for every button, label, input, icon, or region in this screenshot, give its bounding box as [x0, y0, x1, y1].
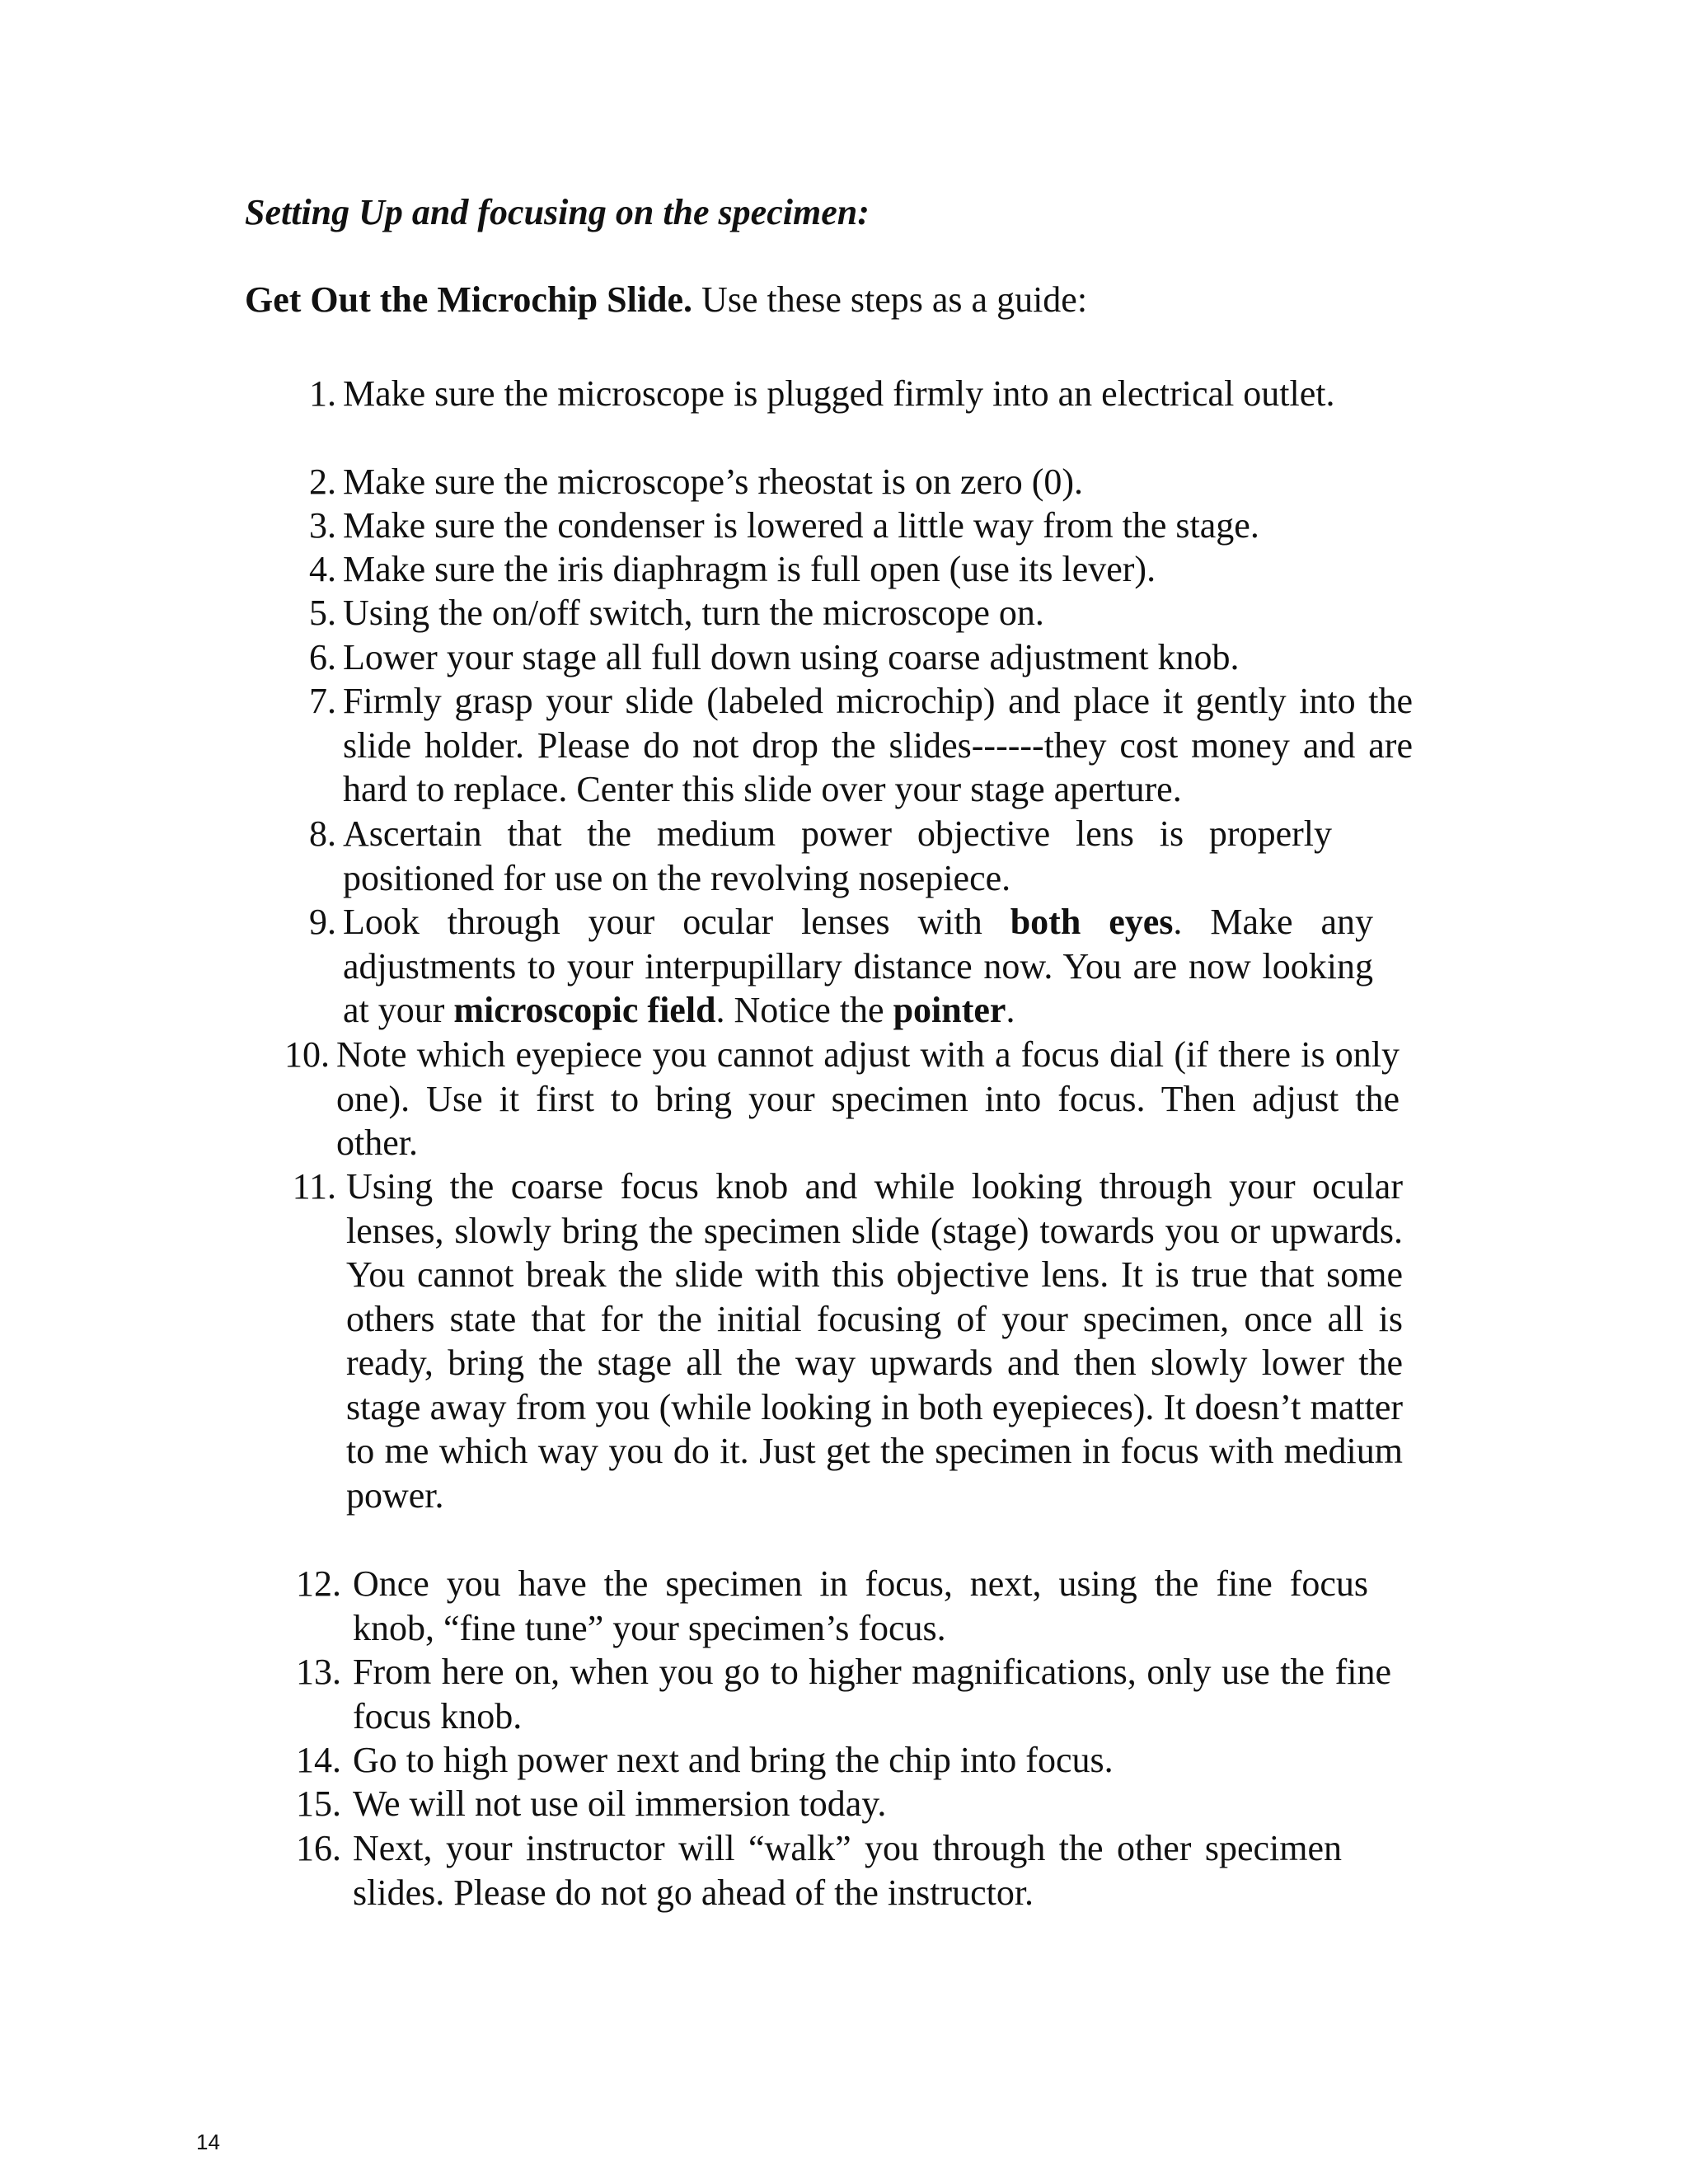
step-item-16 — [296, 1826, 1342, 1915]
step-text: Next, your instructor will “walk” you through the other specimen slides. Please do not go ahead of the instructor. — [353, 1828, 1342, 1913]
step-item-11 — [292, 1165, 1403, 1517]
step-number: 7. — [309, 681, 336, 721]
step-number: 8. — [309, 813, 336, 854]
step-text: We will not use oil immersion today. — [353, 1783, 887, 1824]
step-text-part: . Make any adjustments to your interpupillary distance now. You are now looking at your — [343, 902, 1373, 1030]
step-text: Using the on/off switch, turn the microscope on. — [343, 593, 1044, 633]
step-text: Make sure the microscope is plugged firmly into an electrical outlet. — [343, 373, 1335, 414]
step-text — [343, 900, 1373, 1033]
step-number: 15. — [296, 1783, 341, 1824]
step-number: 12. — [296, 1563, 341, 1604]
intro-rest: Use these steps as a guide: — [692, 279, 1088, 320]
step-text: Go to high power next and bring the chip into focus. — [353, 1740, 1114, 1780]
page-number: 14 — [196, 2130, 220, 2154]
step-item-2 — [309, 460, 1414, 504]
step-number: 14. — [296, 1740, 341, 1780]
step-text: Using the coarse focus knob and while looking through your ocular lenses, slowly bring the specimen slide (stage) towards you or upwards. You cannot break the slide with this objective lens. It is true that some others state that for the initial focusing of your specimen, once all is ready, bring the stage all the way upwards and then slowly lower the stage away from you (while looking in both eyepieces). It doesn’t matter to me which way you do it. Just get the specimen in focus with medium power. — [346, 1166, 1403, 1516]
step-text: Once you have the specimen in focus, next, using the fine focus knob, “fine tune” your specimen’s focus. — [353, 1563, 1368, 1648]
step-item-3 — [309, 504, 1414, 548]
emphasis-microscopic-field: microscopic field — [453, 990, 716, 1030]
step-item-8 — [309, 812, 1332, 900]
step-text: Make sure the microscope’s rheostat is on zero (0). — [343, 462, 1084, 502]
step-text: Make sure the condenser is lowered a little way from the stage. — [343, 505, 1259, 546]
step-number: 1. — [309, 373, 336, 414]
step-text: Firmly grasp your slide (labeled microchip) and place it gently into the slide holder. Please do not drop the slides------they cost money and are hard to replace. Center this slide over your stage aperture. — [343, 681, 1413, 809]
step-item-12 — [296, 1562, 1368, 1650]
step-item-7 — [309, 679, 1413, 812]
intro-paragraph — [245, 279, 1087, 322]
step-number: 6. — [309, 637, 336, 677]
step-number: 11. — [292, 1166, 336, 1207]
emphasis-both-eyes: both eyes — [1010, 902, 1174, 942]
step-text-part: Look through your ocular lenses with — [343, 902, 1010, 942]
intro-lead: Get Out the Microchip Slide. — [245, 279, 693, 320]
section-heading: Setting Up and focusing on the specimen: — [245, 192, 870, 232]
step-number: 4. — [309, 549, 336, 589]
step-number: 2. — [309, 462, 336, 502]
step-text-part: . Notice the — [715, 990, 893, 1030]
step-number: 9. — [309, 902, 336, 942]
step-item-1 — [309, 372, 1357, 416]
step-item-5 — [309, 591, 1414, 635]
step-number: 3. — [309, 505, 336, 546]
step-item-15 — [296, 1782, 1424, 1826]
step-text: Lower your stage all full down using coarse adjustment knob. — [343, 637, 1240, 677]
step-text: Note which eyepiece you cannot adjust with a focus dial (if there is only one). Use it first to bring your specimen into focus. Then adjust the other. — [336, 1034, 1400, 1163]
step-item-10 — [284, 1033, 1400, 1165]
step-item-14 — [296, 1738, 1424, 1783]
emphasis-pointer: pointer — [893, 990, 1006, 1030]
step-number: 13. — [296, 1652, 341, 1692]
step-number: 16. — [296, 1828, 341, 1868]
step-number: 10. — [284, 1034, 330, 1075]
step-text-part: . — [1006, 990, 1015, 1030]
step-number: 5. — [309, 593, 336, 633]
step-text: From here on, when you go to higher magnifications, only use the fine focus knob. — [353, 1652, 1391, 1736]
step-item-6 — [309, 635, 1414, 680]
step-item-13 — [296, 1650, 1391, 1738]
step-item-4 — [309, 547, 1414, 592]
step-text: Make sure the iris diaphragm is full open (use its lever). — [343, 549, 1156, 589]
step-text: Ascertain that the medium power objective lens is properly positioned for use on the revolving nosepiece. — [343, 813, 1332, 898]
step-item-9 — [309, 900, 1373, 1033]
